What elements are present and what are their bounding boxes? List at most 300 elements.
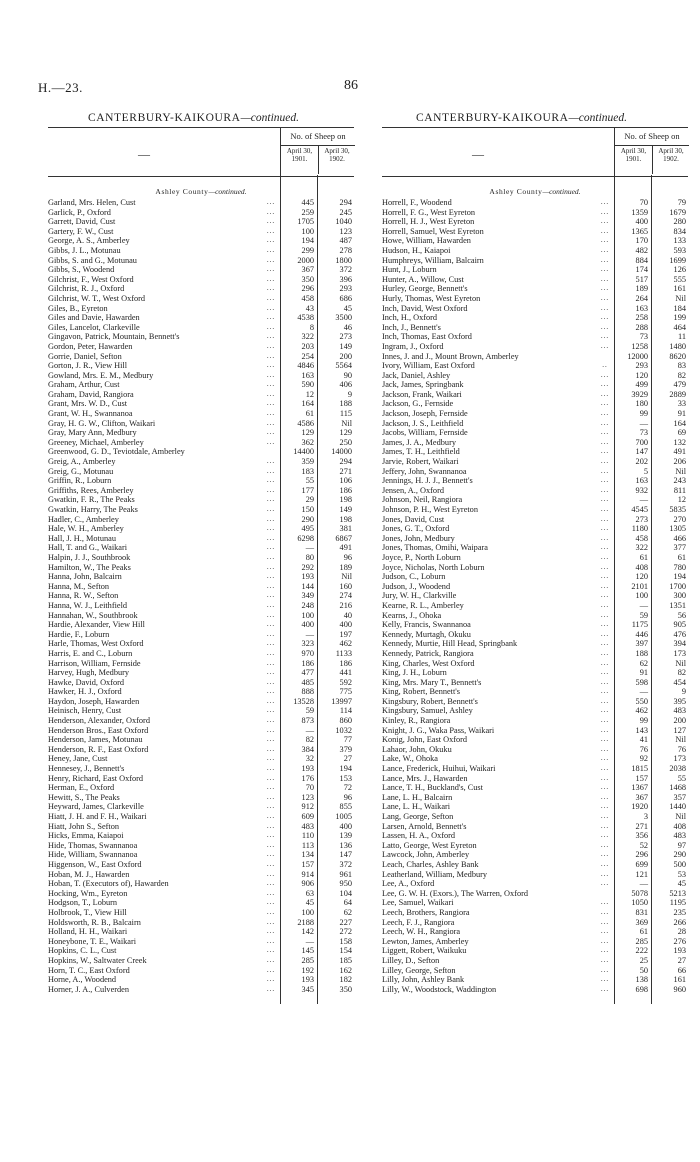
leader-dots: ... — [266, 648, 276, 657]
owner-name-cell: Hodgson, T., Loburn — [48, 898, 118, 908]
sheep-1902-cell: 40 — [343, 610, 352, 620]
sheep-1901-cell: 4538 — [297, 313, 314, 323]
owner-name-cell: Judson, C., Loburn — [382, 572, 446, 582]
owner-name-cell: Jones, G. T., Oxford — [382, 524, 450, 534]
sheep-1902-cell: 185 — [339, 955, 352, 965]
table-row — [382, 697, 688, 707]
sheep-1902-cell: 184 — [673, 303, 686, 313]
leader-dots: ... — [266, 332, 276, 341]
leader-dots: ... — [600, 783, 610, 792]
owner-name-cell: Hewitt, S., The Peaks — [48, 792, 120, 802]
leader-dots: ... — [266, 572, 276, 581]
sheep-1902-cell: 115 — [339, 409, 352, 419]
sheep-1901-cell: 6298 — [297, 533, 314, 543]
sheep-1902-cell: 104 — [339, 888, 352, 898]
sheep-1902-cell: 377 — [673, 543, 686, 553]
sheep-1901-cell: 322 — [635, 543, 648, 553]
leader-dots: ... — [266, 236, 276, 245]
owner-name-cell: King, Robert, Bennett's — [382, 687, 461, 697]
sheep-1902-cell: 400 — [339, 620, 352, 630]
owner-name-cell: Henderson Bros., East Oxford — [48, 725, 149, 735]
table-row — [48, 323, 354, 333]
sheep-1902-cell: 194 — [673, 572, 686, 582]
leader-dots: ... — [600, 524, 610, 533]
sheep-1902-cell: 61 — [677, 552, 686, 562]
sheep-1902-cell: 1700 — [669, 581, 686, 591]
table-row — [48, 294, 354, 304]
sheep-1902-cell: 2889 — [669, 389, 686, 399]
sheep-1901-cell: 163 — [635, 303, 648, 313]
sheep-1902-cell: 483 — [673, 831, 686, 841]
sheep-1901-cell: 59 — [305, 706, 314, 716]
leader-dots: ... — [600, 620, 610, 629]
owner-name-cell: Graham, David, Rangiora — [48, 389, 134, 399]
leader-dots: ... — [266, 226, 276, 235]
table-right — [382, 127, 688, 994]
region-name: CANTERBURY-KAIKOURA — [87, 112, 241, 124]
sheep-1902-cell: 487 — [339, 236, 352, 246]
sheep-1902-cell: 160 — [339, 581, 352, 591]
leader-dots: ... — [600, 879, 610, 888]
leader-dots: ... — [600, 850, 610, 859]
sheep-1902-cell: 294 — [339, 457, 352, 467]
owner-name-cell: Hardie, Alexander, View Hill — [48, 620, 145, 630]
leader-dots: ... — [600, 975, 610, 984]
sheep-1901-cell: 120 — [635, 370, 648, 380]
sheep-1901-cell: 123 — [301, 792, 314, 802]
sheep-1902-cell: Nil — [675, 735, 686, 745]
sheep-1902-cell: 855 — [339, 802, 352, 812]
leader-dots: ... — [600, 831, 610, 840]
sheep-1901-cell: 699 — [635, 859, 648, 869]
leader-dots: ... — [266, 351, 276, 360]
owner-name-cell: Hiatt, John S., Sefton — [48, 821, 119, 831]
leader-dots: ... — [266, 505, 276, 513]
sheep-1901-cell: 1920 — [631, 802, 648, 812]
owner-name-cell: Gartery, F. W., Cust — [48, 226, 114, 236]
sheep-1901-cell: — — [639, 879, 648, 889]
owner-name-cell: Hopkins, C. L., Cust — [48, 946, 117, 956]
owner-name-cell: Harris, E. and C., Loburn — [48, 648, 133, 658]
leader-dots: ... — [266, 399, 276, 408]
sheep-1902-cell: 441 — [339, 668, 352, 678]
owner-name-cell: Innes, J. and J., Mount Brown, Amberley — [382, 351, 519, 361]
leader-dots: ... — [266, 677, 276, 686]
sheep-1901-cell: 350 — [301, 274, 314, 284]
table-row — [48, 582, 354, 592]
owner-name-cell: Griffiths, Rees, Amberley — [48, 485, 134, 495]
sheep-1901-cell: 906 — [301, 879, 314, 889]
owner-name-cell: Hopkins, W., Saltwater Creek — [48, 955, 147, 965]
leader-dots: ... — [600, 293, 610, 302]
owner-name-cell: King, Charles, West Oxford — [382, 658, 475, 668]
owner-name-cell: Liggett, Robert, Waikuku — [382, 946, 467, 956]
owner-name-cell: Jensen, A., Oxford — [382, 485, 444, 495]
group-title: No. of Sheep on — [615, 128, 689, 146]
table-row — [382, 447, 688, 457]
owner-name-cell: Holbrook, T., View Hill — [48, 907, 127, 917]
leader-dots: ... — [266, 764, 276, 773]
leader-dots: ... — [266, 620, 276, 629]
sheep-1902-cell: 462 — [339, 639, 352, 649]
owner-name-cell: Horrell, F. G., West Eyreton — [382, 207, 475, 217]
owner-name-cell: Joyce, P., North Loburn — [382, 552, 461, 562]
leader-dots: ... — [266, 716, 276, 725]
sheep-1901-cell: 157 — [635, 773, 648, 783]
leader-dots: ... — [266, 658, 276, 667]
sheep-1901-cell: 100 — [301, 226, 314, 236]
sheep-1901-cell: 445 — [301, 198, 314, 207]
leader-dots: ... — [600, 677, 610, 686]
leader-dots: ... — [266, 975, 276, 984]
year-1902-header: April 30, 1902. — [318, 145, 355, 174]
owner-name-cell: Lee, G. W. H. (Exors.), The Warren, Oxford — [382, 888, 529, 898]
table-row — [48, 783, 354, 793]
sheep-1901-cell: 55 — [305, 476, 314, 486]
table-row — [48, 966, 354, 976]
table-row — [48, 630, 354, 640]
table-row — [382, 927, 688, 937]
sheep-1902-cell: 194 — [339, 764, 352, 774]
sheep-1902-cell: 193 — [673, 946, 686, 956]
owner-name-cell: Lane, L. H., Balcairn — [382, 792, 453, 802]
owner-name-cell: Leach, Charles, Ashley Bank — [382, 859, 479, 869]
owner-name-cell: Gibbs, S. and G., Motunau — [48, 255, 137, 265]
sheep-1902-cell: 136 — [339, 840, 352, 850]
owner-name-cell: Hiatt, J. H. and F. H., Waikari — [48, 812, 147, 821]
owner-name-cell: Konig, John, East Oxford — [382, 735, 468, 745]
sheep-1901-cell: 345 — [301, 984, 314, 994]
leader-dots: ... — [600, 284, 610, 293]
owner-name-cell: Jeffery, John, Swannanoa — [382, 466, 467, 476]
sheep-1901-cell: 299 — [301, 245, 314, 255]
owner-name-cell: Lake, W., Ohoka — [382, 754, 438, 764]
owner-name-cell: Horner, J. A., Culverden — [48, 984, 130, 994]
sheep-1902-cell: 350 — [339, 984, 352, 994]
leader-dots: ... — [600, 370, 610, 379]
sheep-1901-cell: 458 — [635, 533, 648, 543]
sheep-1902-cell: 476 — [673, 629, 686, 639]
sheep-1901-cell: 446 — [635, 629, 648, 639]
leader-dots: ... — [266, 533, 276, 542]
leader-dots: ... — [266, 485, 276, 494]
sheep-1902-cell: 45 — [343, 303, 352, 313]
owner-name-cell: Hanna, John, Balcairn — [48, 572, 122, 582]
leader-dots: ... — [266, 936, 276, 945]
leader-dots: ... — [266, 495, 276, 504]
table-row — [48, 217, 354, 227]
sheep-1902-cell: 114 — [339, 706, 352, 716]
owner-name-cell: Gibbs, J. L., Motunau — [48, 245, 121, 255]
sheep-1902-cell: 198 — [339, 514, 352, 524]
table-row — [382, 649, 688, 659]
sheep-1901-cell: 100 — [301, 907, 314, 917]
owner-name-cell: Grant, W. H., Swannanoa — [48, 409, 133, 419]
sheep-1901-cell: 609 — [301, 812, 314, 821]
sheep-1901-cell: 873 — [301, 716, 314, 726]
owner-name-cell: Henderson, Alexander, Oxford — [48, 716, 150, 726]
sheep-1902-cell: 1699 — [669, 255, 686, 265]
owner-name-cell: Hide, William, Swannanoa — [48, 850, 138, 860]
owner-name-cell: Henderson, James, Motunau — [48, 735, 143, 745]
leader-dots: ... — [266, 322, 276, 331]
sheep-1901-cell: 273 — [635, 514, 648, 524]
sheep-1902-cell: 14000 — [331, 447, 352, 457]
leader-dots: ... — [266, 562, 276, 571]
leader-dots: ... — [600, 946, 610, 955]
sheep-1902-cell: 12 — [677, 495, 686, 505]
owner-name-cell: James, T. H., Leithfield — [382, 447, 460, 457]
leader-dots: ... — [266, 802, 276, 811]
sheep-1901-cell: 462 — [635, 706, 648, 716]
sheep-1901-cell: 70 — [639, 198, 648, 207]
sheep-1902-cell: 1195 — [669, 898, 686, 908]
table-row — [382, 419, 688, 429]
sheep-1902-cell: 5835 — [669, 505, 686, 514]
table-row — [48, 898, 354, 908]
leader-dots: ... — [600, 236, 610, 245]
owner-name-cell: Hadler, C., Amberley — [48, 514, 119, 524]
sheep-1902-cell: 372 — [339, 859, 352, 869]
leader-dots: ... — [266, 543, 276, 552]
sheep-1902-cell: 905 — [673, 620, 686, 630]
sheep-1901-cell: 831 — [635, 907, 648, 917]
sheep-1902-cell: 1480 — [669, 341, 686, 351]
owner-name-cell: Jackson, Frank, Waikari — [382, 389, 462, 399]
sheep-1902-cell: 129 — [339, 428, 352, 438]
sheep-1901-cell: 193 — [301, 975, 314, 985]
region-continued: —continued. — [568, 112, 628, 124]
sheep-1902-cell: 13997 — [331, 696, 352, 706]
owner-name-cell: Kennedy, Patrick, Rangiora — [382, 648, 474, 658]
table-row — [48, 812, 354, 822]
sheep-1902-cell: 555 — [673, 274, 686, 284]
leader-dots: ... — [266, 725, 276, 734]
leader-dots: ... — [600, 696, 610, 705]
table-row — [382, 198, 688, 208]
sheep-1901-cell: 258 — [635, 313, 648, 323]
county-continued: —continued. — [208, 187, 247, 196]
table-row — [382, 524, 688, 534]
leader-dots: ... — [266, 293, 276, 302]
table-row — [48, 543, 354, 553]
owner-name-cell: Hunt, J., Loburn — [382, 265, 437, 275]
leader-dots: ... — [600, 610, 610, 619]
owner-name-cell: Gordon, Peter, Hawarden — [48, 341, 133, 351]
table-row — [382, 659, 688, 669]
table-row — [382, 265, 688, 275]
owner-name-cell: James, J. A., Medbury — [382, 437, 456, 447]
table-row — [48, 419, 354, 429]
sheep-1901-cell: 517 — [635, 274, 648, 284]
sheep-1901-cell: 174 — [635, 265, 648, 275]
sheep-1902-cell: 357 — [673, 792, 686, 802]
table-row — [48, 601, 354, 611]
table-row — [382, 601, 688, 611]
owner-name-cell: Leech, Brothers, Rangiora — [382, 907, 470, 917]
leader-dots: ... — [266, 898, 276, 907]
sheep-1901-cell: 157 — [301, 859, 314, 869]
leader-dots: ... — [600, 399, 610, 408]
sheep-1902-cell: 491 — [673, 447, 686, 457]
leader-dots: ... — [266, 927, 276, 936]
sheep-1901-cell: 180 — [635, 399, 648, 409]
leader-dots: ... — [266, 600, 276, 609]
sheep-1901-cell: 1367 — [631, 783, 648, 793]
owner-name-cell: Horrell, Samuel, West Eyreton — [382, 226, 484, 236]
owner-name-cell: Jarvie, Robert, Waikari — [382, 457, 459, 467]
owner-name-cell: Ingram, J., Oxford — [382, 341, 444, 351]
sheep-1902-cell: 66 — [677, 965, 686, 975]
owner-name-cell: Hudson, H., Kaiapoi — [382, 245, 451, 255]
owner-name-cell: Graham, Arthur, Cust — [48, 380, 120, 390]
sheep-1901-cell: 193 — [301, 764, 314, 774]
table-row — [48, 304, 354, 314]
owner-name-cell: Humphreys, William, Balcairn — [382, 255, 484, 265]
sheep-1901-cell: 323 — [301, 639, 314, 649]
leader-dots: ... — [266, 207, 276, 216]
table-row — [48, 476, 354, 486]
owner-name-cell: Hide, Thomas, Swannanoa — [48, 840, 138, 850]
sheep-1902-cell: 56 — [677, 610, 686, 620]
leader-dots: ... — [266, 409, 276, 418]
sheep-1902-cell: 27 — [343, 754, 352, 764]
sheep-1901-cell: 202 — [635, 457, 648, 467]
sheep-1901-cell: 4586 — [297, 418, 314, 428]
sheep-1901-cell: 113 — [301, 840, 314, 850]
name-column-header: — — [472, 147, 484, 161]
table-row — [48, 457, 354, 467]
leader-dots: ... — [266, 888, 276, 897]
table-row — [48, 908, 354, 918]
table-row — [382, 428, 688, 438]
sheep-1901-cell: 2000 — [297, 255, 314, 265]
sheep-1902-cell: 278 — [339, 245, 352, 255]
sheep-1902-cell: 5564 — [335, 361, 352, 371]
table-row — [382, 304, 688, 314]
table-row — [48, 524, 354, 534]
table-row — [48, 265, 354, 275]
table-row — [48, 649, 354, 659]
leader-dots: ... — [600, 476, 610, 485]
table-row — [48, 313, 354, 323]
owner-name-cell: Inch, David, West Oxford — [382, 303, 468, 313]
owner-name-cell: Horne, A., Woodend — [48, 975, 117, 985]
sheep-1901-cell: 12 — [305, 389, 314, 399]
sheep-1901-cell: 1365 — [631, 226, 648, 236]
leader-dots: ... — [266, 198, 276, 206]
leader-dots: ... — [266, 812, 276, 820]
sheep-1901-cell: 183 — [301, 466, 314, 476]
sheep-1901-cell: 912 — [301, 802, 314, 812]
sheep-1901-cell: 193 — [301, 572, 314, 582]
table-row — [382, 726, 688, 736]
sheep-1902-cell: 149 — [339, 341, 352, 351]
sheep-1902-cell: 245 — [339, 207, 352, 217]
leader-dots: ... — [266, 437, 276, 446]
sheep-1902-cell: 76 — [677, 744, 686, 754]
sheep-1902-cell: 235 — [673, 907, 686, 917]
leader-dots: ... — [600, 505, 610, 513]
sheep-1902-cell: Nil — [675, 293, 686, 303]
sheep-1901-cell: 73 — [639, 428, 648, 438]
county-heading — [382, 186, 688, 198]
sheep-1902-cell: 271 — [339, 466, 352, 476]
sheep-1902-cell: 483 — [673, 706, 686, 716]
owner-name-cell: Honeybone, T. E., Waikari — [48, 936, 137, 946]
table-row — [382, 966, 688, 976]
table-row — [382, 678, 688, 688]
owner-name-cell: Kinley, R., Rangiora — [382, 716, 451, 726]
sheep-1901-cell: 99 — [639, 409, 648, 419]
leader-dots: ... — [266, 418, 276, 427]
sheep-1902-cell: 372 — [339, 265, 352, 275]
leader-dots: ... — [600, 716, 610, 725]
leader-dots: ... — [600, 965, 610, 974]
sheep-1901-cell: 482 — [635, 245, 648, 255]
sheep-1902-cell: 466 — [673, 533, 686, 543]
owner-name-cell: George, A. S., Amberley — [48, 236, 130, 246]
owner-name-cell: Greenwood, G. D., Teviotdale, Amberley — [48, 447, 185, 457]
table-row — [48, 198, 354, 208]
sheep-1902-cell: 300 — [673, 591, 686, 601]
region-heading-right — [364, 112, 679, 124]
table-row — [48, 716, 354, 726]
sheep-1902-cell: 82 — [677, 668, 686, 678]
sheep-1902-cell: 479 — [673, 380, 686, 390]
leader-dots: ... — [600, 457, 610, 466]
leader-dots: ... — [600, 572, 610, 581]
owner-name-cell: Inch, J., Bennett's — [382, 322, 441, 332]
leader-dots: ... — [266, 303, 276, 312]
table-row — [382, 294, 688, 304]
sheep-1902-cell: 62 — [343, 907, 352, 917]
sheep-1901-cell: 483 — [301, 821, 314, 831]
sheep-1901-cell: 285 — [301, 955, 314, 965]
leader-dots: ... — [600, 764, 610, 773]
sheep-1902-cell: 266 — [673, 917, 686, 927]
table-row — [382, 687, 688, 697]
owner-name-cell: Holland, H. H., Waikari — [48, 927, 128, 937]
leader-dots: ... — [266, 265, 276, 274]
leader-dots: ... — [266, 946, 276, 955]
owner-name-cell: Garrett, David, Cust — [48, 217, 116, 227]
leader-dots: ... — [266, 744, 276, 753]
leader-dots: ... — [266, 754, 276, 763]
owner-name-cell: Latto, George, West Eyreton — [382, 840, 477, 850]
sheep-1902-cell: 64 — [343, 898, 352, 908]
table-row — [382, 342, 688, 352]
sheep-1901-cell: 362 — [301, 437, 314, 447]
owner-name-cell: Lilly, W., Woodstock, Waddington — [382, 984, 497, 994]
sheep-1901-cell: 598 — [635, 677, 648, 687]
sheep-1902-cell: 395 — [673, 696, 686, 706]
table-row — [382, 937, 688, 947]
table-row — [382, 313, 688, 323]
sheep-1902-cell: 243 — [673, 476, 686, 486]
sheep-1902-cell: 273 — [339, 332, 352, 342]
owner-name-cell: Hawke, David, Oxford — [48, 677, 125, 687]
owner-name-cell: Giles and Davie, Hawarden — [48, 313, 140, 323]
leader-dots: ... — [600, 821, 610, 830]
table-row — [48, 390, 354, 400]
sheep-1901-cell: 129 — [301, 428, 314, 438]
sheep-1901-cell: 4545 — [631, 505, 648, 514]
leader-dots: ... — [266, 706, 276, 715]
sheep-1902-cell: 149 — [339, 505, 352, 514]
owner-name-cell: Greeney, Michael, Amberley — [48, 437, 144, 447]
owner-name-cell: Leech, F. J., Rangiora — [382, 917, 455, 927]
